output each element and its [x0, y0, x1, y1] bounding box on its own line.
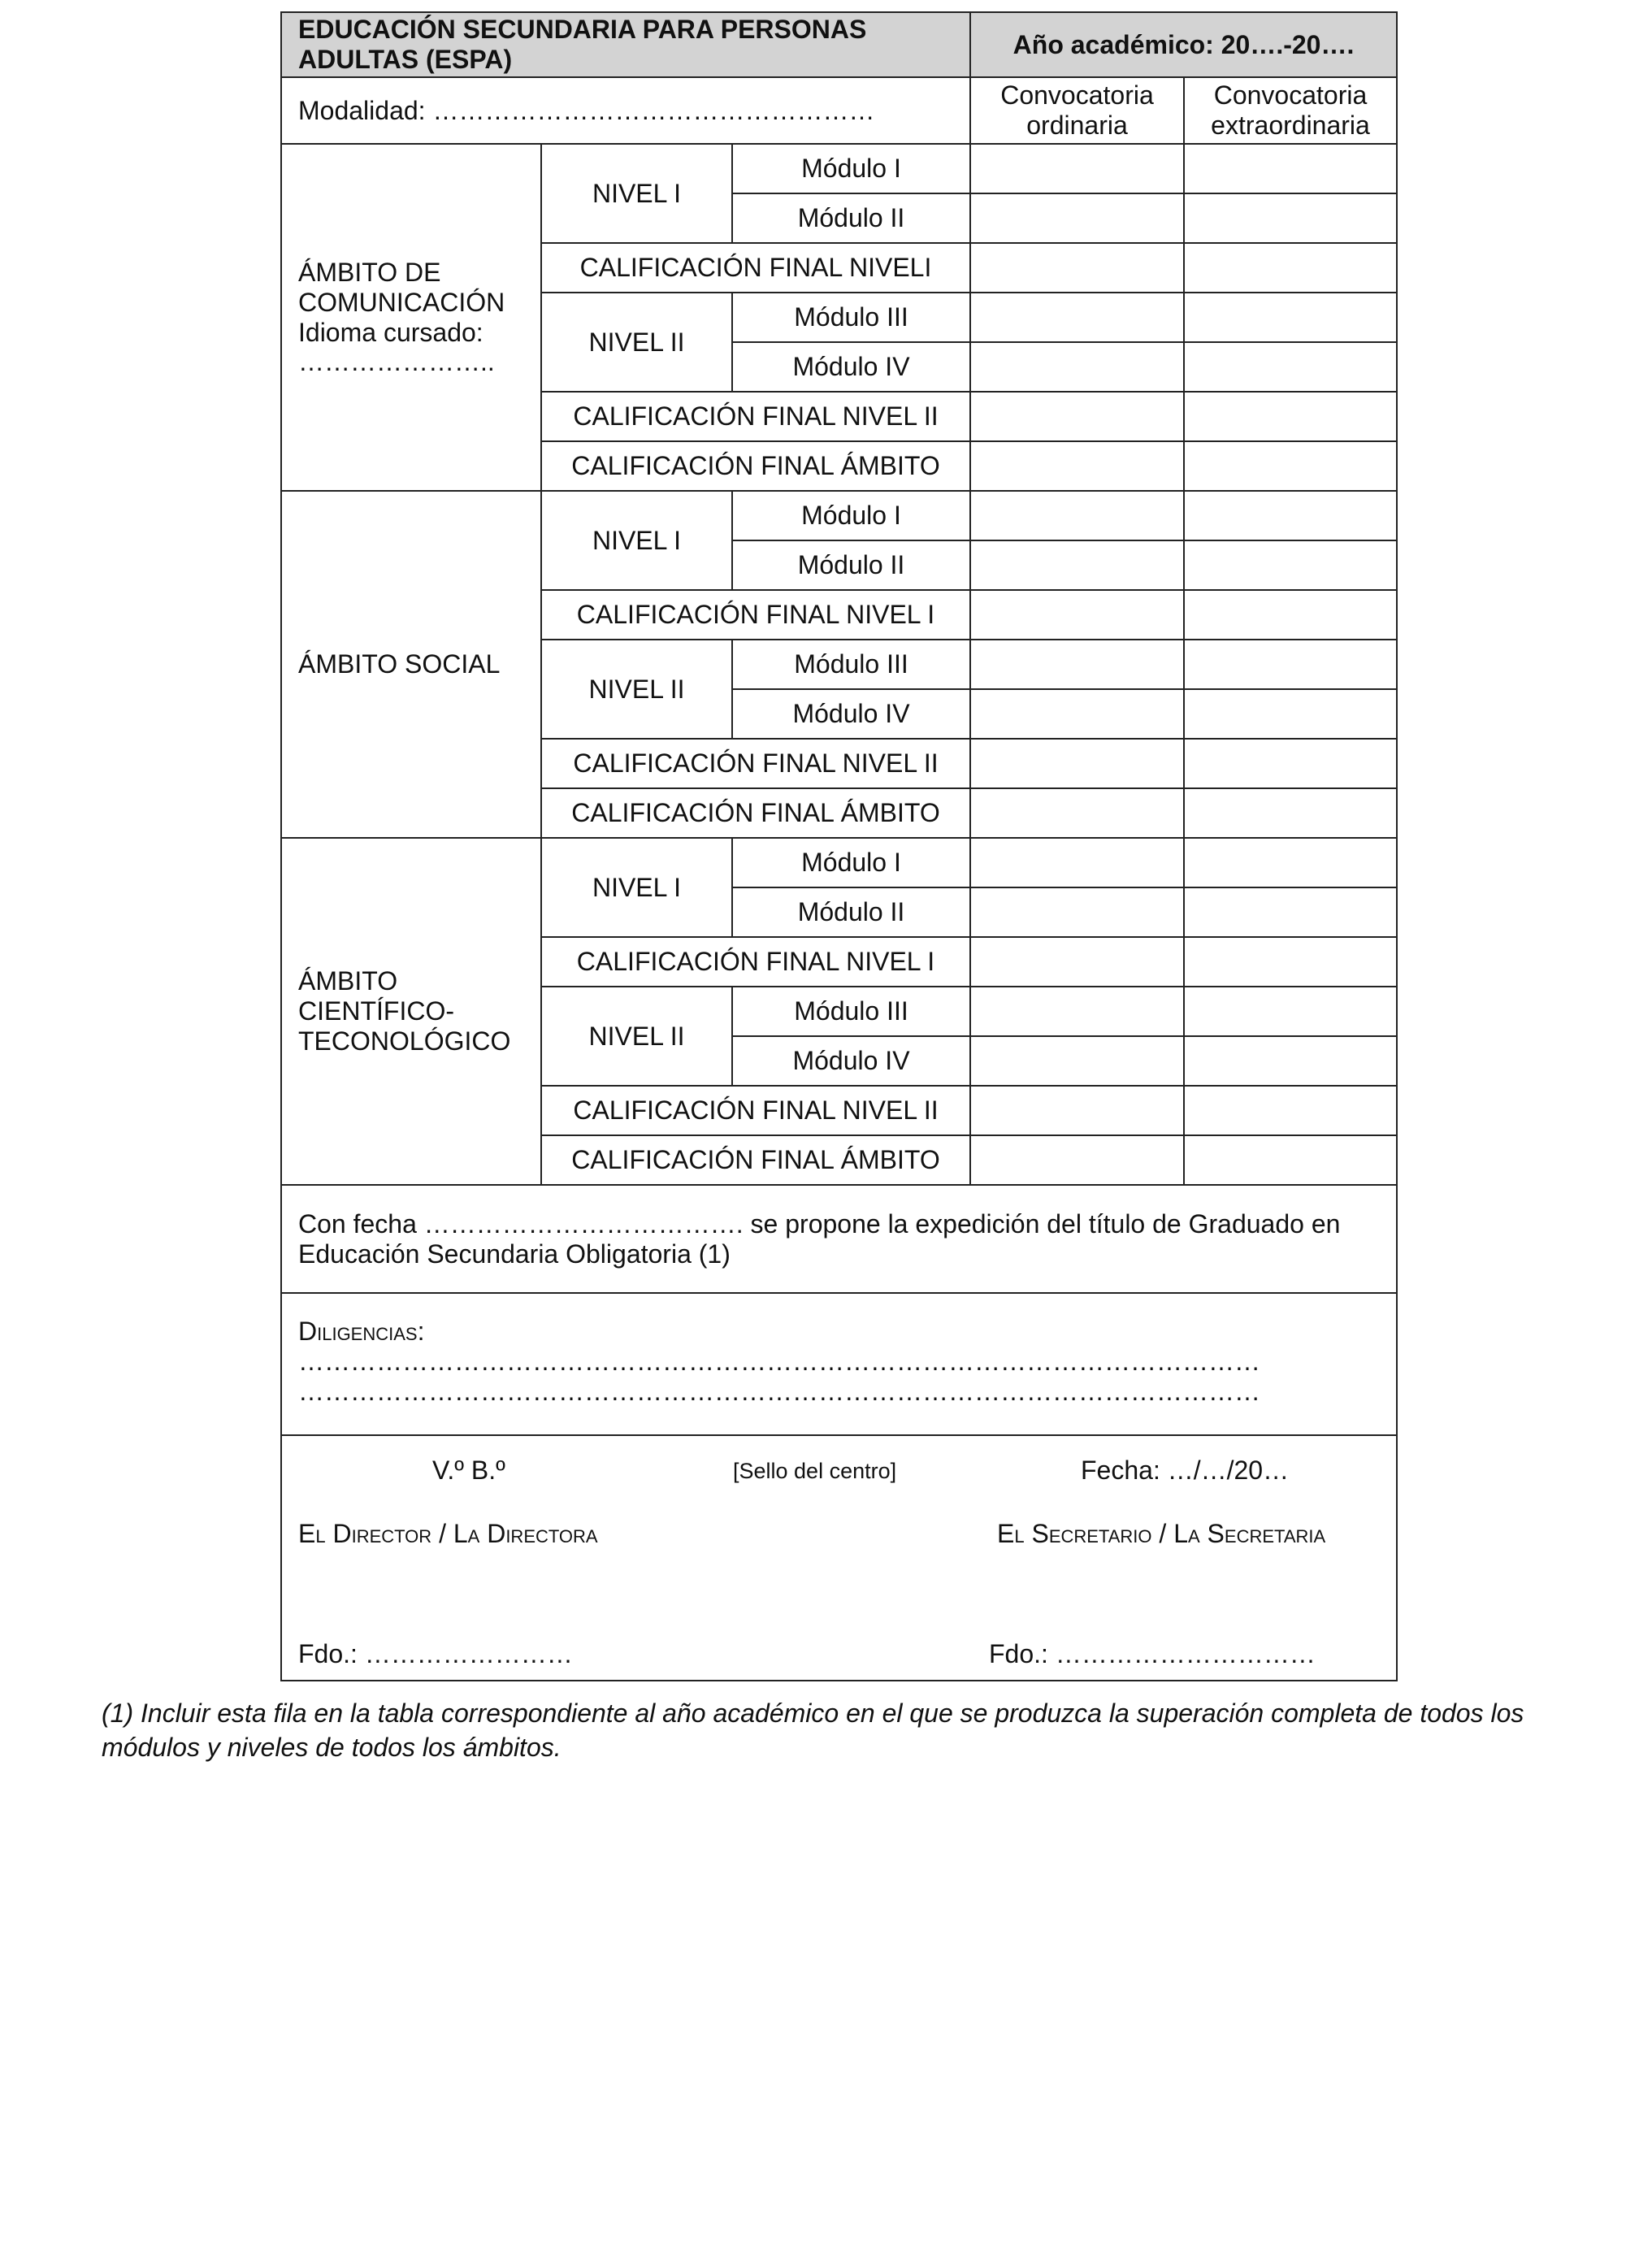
modulo-label: Módulo II: [732, 193, 970, 243]
grade-cell-extraordinaria[interactable]: [1184, 342, 1397, 392]
modulo-label: Módulo III: [732, 987, 970, 1036]
diligencias-cell: [281, 1293, 1397, 1435]
grade-cell-extraordinaria[interactable]: [1184, 392, 1397, 441]
final-ambito-label: CALIFICACIÓN FINAL ÁMBITO: [541, 788, 970, 838]
diligencias-line[interactable]: …………………………………………………………………………………………………: [298, 1346, 1260, 1376]
footnote: (1) Incluir esta fila en la tabla correspondiente al año académico en el que se produzca la superación completa de todos los módulos y niveles de todos los ámbitos.: [102, 1699, 1524, 1762]
grades-form: [280, 11, 1396, 1681]
final-ambito-label: CALIFICACIÓN FINAL ÁMBITO: [541, 441, 970, 491]
grade-cell-ordinaria[interactable]: [970, 689, 1184, 739]
nivel-label: NIVEL I: [541, 491, 732, 590]
table-row: [281, 491, 1397, 540]
final-nivel-label: CALIFICACIÓN FINAL NIVEL II: [541, 739, 970, 788]
modulo-label: Módulo II: [732, 887, 970, 937]
col-ordinaria-header: Convocatoria ordinaria: [970, 77, 1184, 144]
grade-cell-extraordinaria[interactable]: [1184, 1086, 1397, 1135]
signature-row: [281, 1435, 1397, 1681]
ambito-name: ÁMBITO DE COMUNICACIÓN: [298, 257, 505, 317]
ambito-social: ÁMBITO SOCIAL: [281, 491, 541, 838]
ambito-comunicacion: [281, 144, 541, 491]
academic-year: Año académico: 20….-20….: [970, 12, 1397, 77]
grade-cell-ordinaria[interactable]: [970, 937, 1184, 987]
grade-cell-ordinaria[interactable]: [970, 887, 1184, 937]
grade-cell-extraordinaria[interactable]: [1184, 590, 1397, 640]
grade-cell-extraordinaria[interactable]: [1184, 491, 1397, 540]
grade-cell-extraordinaria[interactable]: [1184, 739, 1397, 788]
grade-cell-ordinaria[interactable]: [970, 1086, 1184, 1135]
nivel-label: NIVEL I: [541, 838, 732, 937]
grade-cell-ordinaria[interactable]: [970, 441, 1184, 491]
table-row: [281, 144, 1397, 193]
con-fecha-text: Con fecha ………………………………. se propone la expedición del título de Graduado en Educación Secundaria Obligatoria (1): [281, 1185, 1397, 1293]
final-nivel-label: CALIFICACIÓN FINAL NIVEL II: [541, 1086, 970, 1135]
grade-cell-ordinaria[interactable]: [970, 392, 1184, 441]
grade-cell-ordinaria[interactable]: [970, 342, 1184, 392]
grade-cell-extraordinaria[interactable]: [1184, 243, 1397, 293]
fdo-secretario-field[interactable]: Fdo.: …………………………: [989, 1639, 1316, 1668]
sello-placeholder: [Sello del centro]: [733, 1459, 897, 1483]
grade-cell-extraordinaria[interactable]: [1184, 293, 1397, 342]
final-nivel-label: CALIFICACIÓN FINAL NIVEL I: [541, 590, 970, 640]
grade-cell-ordinaria[interactable]: [970, 144, 1184, 193]
final-nivel-label: CALIFICACIÓN FINAL NIVEL II: [541, 392, 970, 441]
grade-cell-extraordinaria[interactable]: [1184, 144, 1397, 193]
grade-cell-ordinaria[interactable]: [970, 1036, 1184, 1086]
grade-cell-ordinaria[interactable]: [970, 540, 1184, 590]
grade-cell-ordinaria[interactable]: [970, 243, 1184, 293]
modulo-label: Módulo I: [732, 144, 970, 193]
nivel-label: NIVEL II: [541, 640, 732, 739]
grade-cell-extraordinaria[interactable]: [1184, 1036, 1397, 1086]
grade-cell-ordinaria[interactable]: [970, 640, 1184, 689]
grade-cell-extraordinaria[interactable]: [1184, 640, 1397, 689]
grade-cell-extraordinaria[interactable]: [1184, 937, 1397, 987]
grade-cell-ordinaria[interactable]: [970, 1135, 1184, 1185]
grade-cell-ordinaria[interactable]: [970, 491, 1184, 540]
grade-cell-ordinaria[interactable]: [970, 590, 1184, 640]
diligencias-label: Diligencias:: [298, 1317, 425, 1346]
grade-cell-extraordinaria[interactable]: [1184, 788, 1397, 838]
grade-cell-ordinaria[interactable]: [970, 788, 1184, 838]
nivel-label: NIVEL II: [541, 987, 732, 1086]
grade-cell-extraordinaria[interactable]: [1184, 441, 1397, 491]
modulo-label: Módulo III: [732, 293, 970, 342]
grade-cell-extraordinaria[interactable]: [1184, 838, 1397, 887]
header-row: [281, 12, 1397, 77]
col-extraordinaria-header: Convocatoria extraordinaria: [1184, 77, 1397, 144]
modulo-label: Módulo I: [732, 491, 970, 540]
grade-cell-extraordinaria[interactable]: [1184, 540, 1397, 590]
secretario-label: El Secretario / La Secretaria: [997, 1519, 1326, 1548]
nivel-label: NIVEL I: [541, 144, 732, 243]
grade-cell-extraordinaria[interactable]: [1184, 887, 1397, 937]
modulo-label: Módulo I: [732, 838, 970, 887]
grade-cell-extraordinaria[interactable]: [1184, 193, 1397, 243]
visto-bueno: V.º B.º: [432, 1456, 505, 1485]
modalidad-row: [281, 77, 1397, 144]
idioma-label: Idioma cursado:: [298, 317, 483, 347]
modulo-label: Módulo IV: [732, 1036, 970, 1086]
grade-cell-ordinaria[interactable]: [970, 838, 1184, 887]
final-ambito-label: CALIFICACIÓN FINAL ÁMBITO: [541, 1135, 970, 1185]
grades-table: [280, 11, 1398, 1681]
final-nivel-label: CALIFICACIÓN FINAL NIVELI: [541, 243, 970, 293]
idioma-field[interactable]: …………………..: [298, 347, 495, 377]
grade-cell-ordinaria[interactable]: [970, 293, 1184, 342]
modulo-label: Módulo IV: [732, 689, 970, 739]
director-label: El Director / La Directora: [298, 1519, 598, 1548]
nivel-label: NIVEL II: [541, 293, 732, 392]
final-nivel-label: CALIFICACIÓN FINAL NIVEL I: [541, 937, 970, 987]
grade-cell-extraordinaria[interactable]: [1184, 689, 1397, 739]
modulo-label: Módulo IV: [732, 342, 970, 392]
grade-cell-extraordinaria[interactable]: [1184, 987, 1397, 1036]
modulo-label: Módulo II: [732, 540, 970, 590]
modalidad-field[interactable]: Modalidad: ……………………………………………: [281, 77, 970, 144]
ambito-cientifico: ÁMBITO CIENTÍFICO-TECONOLÓGICO: [281, 838, 541, 1185]
signature-area: [282, 1436, 1396, 1680]
form-title: EDUCACIÓN SECUNDARIA PARA PERSONAS ADULTAS (ESPA): [281, 12, 970, 77]
grade-cell-ordinaria[interactable]: [970, 193, 1184, 243]
fdo-director-field[interactable]: Fdo.: ……………………: [298, 1639, 573, 1668]
diligencias-row: [281, 1293, 1397, 1435]
grade-cell-ordinaria[interactable]: [970, 739, 1184, 788]
grade-cell-extraordinaria[interactable]: [1184, 1135, 1397, 1185]
table-row: [281, 838, 1397, 887]
modulo-label: Módulo III: [732, 640, 970, 689]
grade-cell-ordinaria[interactable]: [970, 987, 1184, 1036]
diligencias-line[interactable]: …………………………………………………………………………………………………: [298, 1376, 1260, 1406]
signature-cell: [281, 1435, 1397, 1681]
con-fecha-row: [281, 1185, 1397, 1293]
fecha-field[interactable]: Fecha: …/…/20…: [1081, 1456, 1290, 1485]
